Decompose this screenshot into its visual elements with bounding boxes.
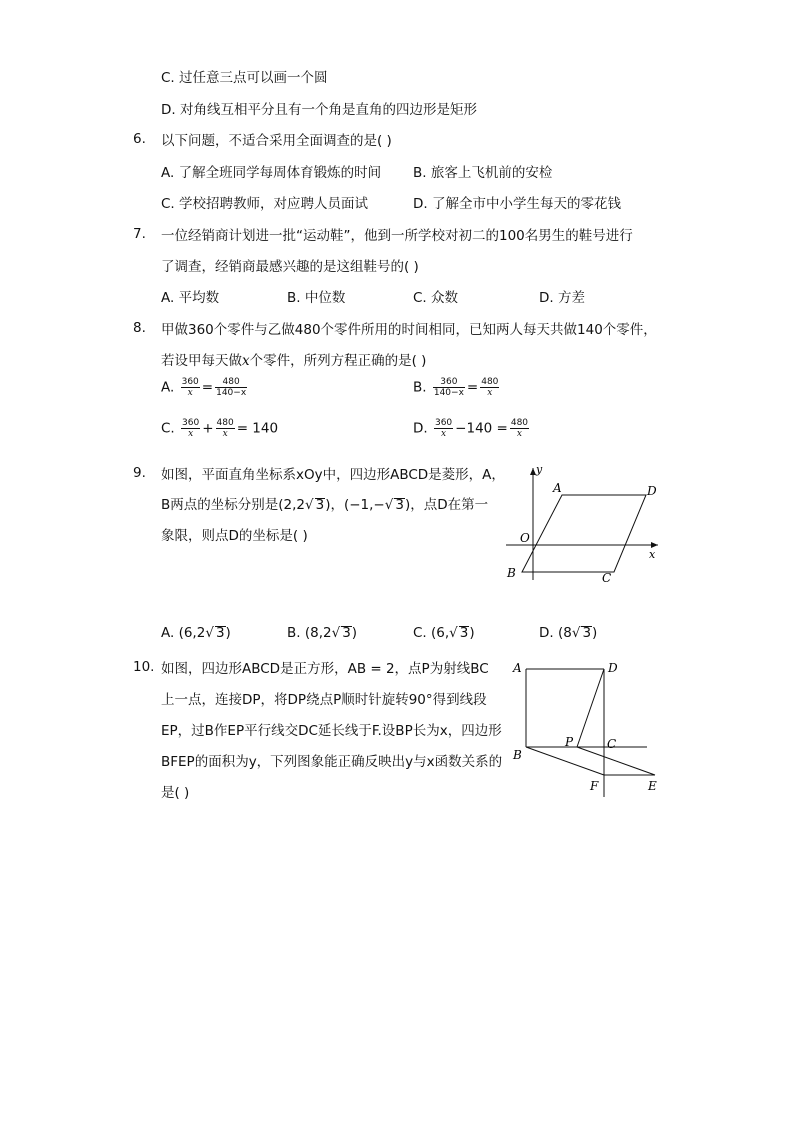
- q8-option-b: [413, 377, 501, 398]
- q7-number: 7.: [133, 226, 146, 242]
- plus-sign: +: [202, 420, 214, 437]
- label-y: y: [536, 463, 543, 476]
- fraction: [480, 377, 499, 398]
- close-paren: ): [469, 625, 475, 641]
- radicand: 3: [582, 625, 592, 641]
- segment-pe: [577, 747, 655, 775]
- q9-number: 9.: [133, 465, 146, 481]
- q8-option-c: [161, 418, 278, 439]
- equals-140: = 140: [236, 420, 279, 437]
- label-d: D: [608, 661, 618, 675]
- q9-option-b-prefix: B. (8,2: [287, 625, 332, 641]
- segment-dp: [577, 669, 604, 747]
- q7-option-a: A. 平均数: [161, 290, 220, 306]
- q5-option-d: D. 对角线互相平分且有一个角是直角的四边形是矩形: [161, 102, 477, 118]
- equals-sign: =: [201, 379, 214, 396]
- radicand: 3: [459, 625, 469, 641]
- label-a: A: [553, 481, 562, 495]
- q9-option-c: [413, 625, 475, 641]
- sqrt-symbol: √: [331, 625, 341, 641]
- close-paren: ): [225, 625, 231, 641]
- label-e: E: [648, 779, 657, 793]
- q7-line1: 一位经销商计划进一批“运动鞋”，他到一所学校对初二的100名男生的鞋号进行: [161, 228, 633, 244]
- q8-option-a-label: A.: [161, 379, 175, 396]
- q9-line2: [161, 493, 488, 513]
- q9-line1: 如图，平面直角坐标系xOy中，四边形ABCD是菱形，A，: [161, 467, 505, 483]
- radicand: 3: [342, 625, 351, 641]
- q7-line2: 了调查，经销商最感兴趣的是这组鞋号的( ): [161, 259, 419, 275]
- q8-variable-x: x: [242, 353, 250, 369]
- sqrt-symbol: √: [205, 625, 214, 641]
- label-x: x: [649, 548, 656, 561]
- numerator: 360: [181, 377, 199, 387]
- label-p: P: [565, 735, 574, 749]
- denominator: x: [188, 429, 194, 439]
- radicand: 3: [315, 497, 325, 513]
- label-c: C: [602, 571, 612, 585]
- q8-option-a: [161, 377, 249, 398]
- q10-line1: 如图，四边形ABCD是正方形，AB = 2，点P为射线BC: [161, 661, 489, 677]
- q10-number: 10.: [133, 659, 155, 675]
- q8-option-d-label: D.: [413, 420, 428, 437]
- q9-rhombus-figure: [500, 460, 670, 585]
- numerator: 480: [481, 377, 499, 387]
- equals-sign: =: [466, 379, 479, 396]
- sqrt-symbol: √: [384, 497, 394, 513]
- q9-option-c-prefix: C. (6,: [413, 625, 450, 641]
- minus-140-equals: −140 =: [455, 420, 508, 437]
- denominator: 140−x: [433, 388, 464, 398]
- q7-option-d: D. 方差: [539, 290, 585, 306]
- label-d: D: [647, 484, 657, 498]
- q9-option-d-prefix: D. (8: [539, 625, 572, 641]
- radicand: 3: [395, 497, 404, 513]
- close-paren: ): [592, 625, 598, 641]
- numerator: 480: [215, 377, 247, 388]
- q9-option-b: [287, 625, 357, 641]
- q7-option-c: C. 众数: [413, 290, 459, 306]
- q9-option-a: [161, 625, 231, 641]
- sqrt-symbol: √: [305, 497, 314, 513]
- q8-number: 8.: [133, 320, 146, 336]
- q6-option-d: D. 了解全市中小学生每天的零花钱: [413, 196, 621, 212]
- label-o: O: [520, 531, 530, 545]
- fraction: [216, 418, 235, 439]
- numerator: 480: [510, 418, 529, 428]
- q6-option-c: C. 学校招聘教师，对应聘人员面试: [161, 196, 369, 212]
- q6-stem: 以下问题，不适合采用全面调查的是( ): [161, 133, 392, 149]
- denominator: x: [222, 429, 228, 439]
- numerator: 360: [434, 418, 453, 428]
- fraction: [433, 377, 465, 398]
- label-f: F: [590, 779, 599, 793]
- fraction: [510, 418, 529, 439]
- q8-line2-a: 若设甲每天做: [161, 353, 242, 369]
- denominator: x: [487, 388, 493, 398]
- q9-line2-b: )，(−1,−: [325, 497, 385, 513]
- close-paren: ): [351, 625, 358, 641]
- denominator: x: [516, 429, 522, 439]
- radicand: 3: [215, 625, 225, 641]
- segment-bf: [526, 747, 604, 775]
- numerator: 360: [433, 377, 465, 388]
- q8-line2-b: 个零件，所列方程正确的是( ): [249, 353, 427, 369]
- q9-line3: 象限，则点D的坐标是( ): [161, 528, 308, 544]
- denominator: x: [187, 388, 193, 398]
- q10-line3: EP，过B作EP平行线交DC延长线于F.设BP长为x，四边形: [161, 723, 502, 739]
- fraction: [215, 377, 247, 398]
- denominator: 140−x: [216, 388, 247, 398]
- label-c: C: [607, 737, 617, 751]
- label-b: B: [507, 566, 516, 580]
- q8-option-d: [413, 418, 531, 439]
- q8-line2: [161, 349, 426, 369]
- q5-option-c: C. 过任意三点可以画一个圆: [161, 70, 328, 86]
- q8-option-c-label: C.: [161, 420, 175, 437]
- numerator: 480: [216, 418, 234, 428]
- numerator: 360: [182, 418, 200, 428]
- q9-option-a-prefix: A. (6,2: [161, 625, 206, 641]
- q10-line4: BFEP的面积为y，下列图象能正确反映出y与x函数关系的: [161, 754, 503, 770]
- q10-line2: 上一点，连接DP，将DP绕点P顺时针旋转90°得到线段: [161, 692, 487, 708]
- q6-option-b: B. 旅客上飞机前的安检: [413, 165, 553, 181]
- fraction: [181, 377, 200, 398]
- q9-line2-a: B两点的坐标分别是(2,2: [161, 497, 305, 513]
- q9-line2-c: )，点D在第一: [404, 497, 489, 513]
- label-a: A: [513, 661, 522, 675]
- fraction: [181, 418, 200, 439]
- sqrt-symbol: √: [571, 625, 581, 641]
- q10-line5: 是( ): [161, 785, 190, 801]
- q6-number: 6.: [133, 131, 146, 147]
- q10-square-figure: [505, 655, 675, 800]
- q8-line1: 甲做360个零件与乙做480个零件所用的时间相同，已知两人每天共做140个零件，: [161, 322, 657, 338]
- label-b: B: [513, 748, 522, 762]
- denominator: x: [441, 429, 447, 439]
- q7-option-b: B. 中位数: [287, 290, 346, 306]
- q6-option-a: A. 了解全班同学每周体育锻炼的时间: [161, 165, 382, 181]
- q8-option-b-label: B.: [413, 379, 427, 396]
- sqrt-symbol: √: [449, 625, 458, 641]
- fraction: [434, 418, 453, 439]
- rhombus-abcd: [522, 495, 646, 572]
- q9-option-d: [539, 625, 597, 641]
